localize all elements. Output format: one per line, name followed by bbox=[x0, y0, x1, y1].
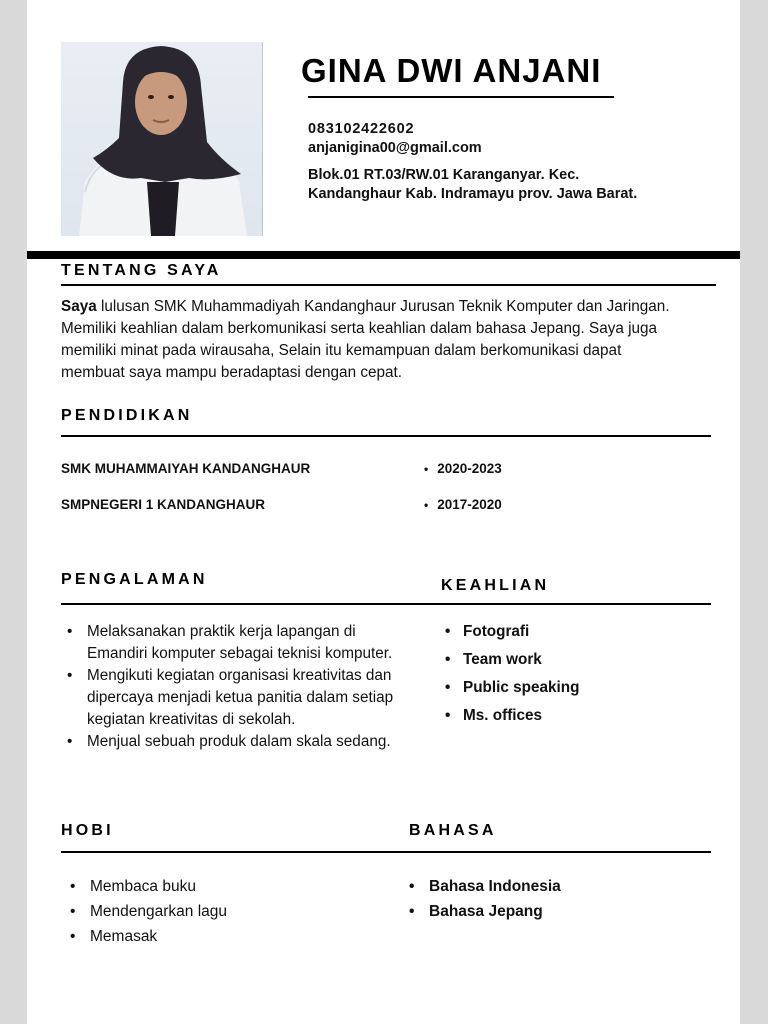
education-years-2: • 2017-2020 bbox=[424, 497, 502, 512]
education-title: PENDIDIKAN bbox=[61, 407, 193, 424]
about-text bbox=[61, 296, 671, 384]
experience-rule bbox=[61, 603, 711, 605]
language-item: • Bahasa Jepang bbox=[409, 901, 561, 926]
education-years-1: • 2020-2023 bbox=[424, 461, 502, 476]
about-title: TENTANG SAYA bbox=[61, 262, 222, 279]
person-photo-illustration bbox=[61, 42, 262, 236]
experience-item: • Melaksanakan praktik kerja lapangan di Emandiri komputer sebagai teknisi komputer. bbox=[67, 621, 412, 665]
hobby-item: • Memasak bbox=[70, 926, 227, 951]
about-rule bbox=[61, 284, 716, 286]
languages-title: BAHASA bbox=[409, 822, 497, 839]
experience-item: • Menjual sebuah produk dalam skala sedang. bbox=[67, 731, 412, 753]
education-school-2: SMPNEGERI 1 KANDANGHAUR bbox=[61, 497, 266, 512]
skills-title: KEAHLIAN bbox=[441, 577, 550, 594]
hobbies-rule bbox=[61, 851, 711, 853]
phone-number: 083102422602 bbox=[308, 121, 415, 137]
hobbies-list bbox=[70, 876, 227, 951]
skill-item: • Public speaking bbox=[445, 677, 579, 705]
email-address: anjanigina00@gmail.com bbox=[308, 140, 482, 156]
experience-title: PENGALAMAN bbox=[61, 571, 208, 588]
hobby-item: • Mendengarkan lagu bbox=[70, 901, 227, 926]
experience-item: • Mengikuti kegiatan organisasi kreativitas dan dipercaya menjadi ketua panitia dalam setiap kegiatan kreativitas di sekolah. bbox=[67, 665, 412, 731]
resume-page bbox=[27, 0, 740, 1024]
skills-list bbox=[445, 621, 579, 733]
language-item: • Bahasa Indonesia bbox=[409, 876, 561, 901]
experience-list bbox=[67, 621, 412, 753]
about-lead: Saya bbox=[61, 298, 97, 315]
education-rule bbox=[61, 435, 711, 437]
profile-photo bbox=[61, 42, 263, 236]
education-school-1: SMK MUHAMMAIYAH KANDANGHAUR bbox=[61, 461, 311, 476]
name-underline bbox=[308, 96, 614, 98]
languages-list bbox=[409, 876, 561, 926]
address-line-2: Kandanghaur Kab. Indramayu prov. Jawa Barat. bbox=[308, 186, 638, 202]
hobbies-title: HOBI bbox=[61, 822, 114, 839]
full-name: GINA DWI ANJANI bbox=[301, 52, 602, 89]
skill-item: • Fotografi bbox=[445, 621, 579, 649]
address-line-1: Blok.01 RT.03/RW.01 Karanganyar. Kec. bbox=[308, 167, 580, 183]
skill-item: • Team work bbox=[445, 649, 579, 677]
about-body: lulusan SMK Muhammadiyah Kandanghaur Jurusan Teknik Komputer dan Jaringan. Memiliki keahlian dalam berkomunikasi serta keahlian dalam bahasa Jepang. Saya juga memiliki minat pada wirausaha, Selain itu kemampuan dalam berkomunikasi dapat membuat saya mampu beradaptasi dengan cepat. bbox=[61, 298, 670, 381]
hobby-item: • Membaca buku bbox=[70, 876, 227, 901]
skill-item: • Ms. offices bbox=[445, 705, 579, 733]
header-divider bbox=[27, 251, 740, 259]
